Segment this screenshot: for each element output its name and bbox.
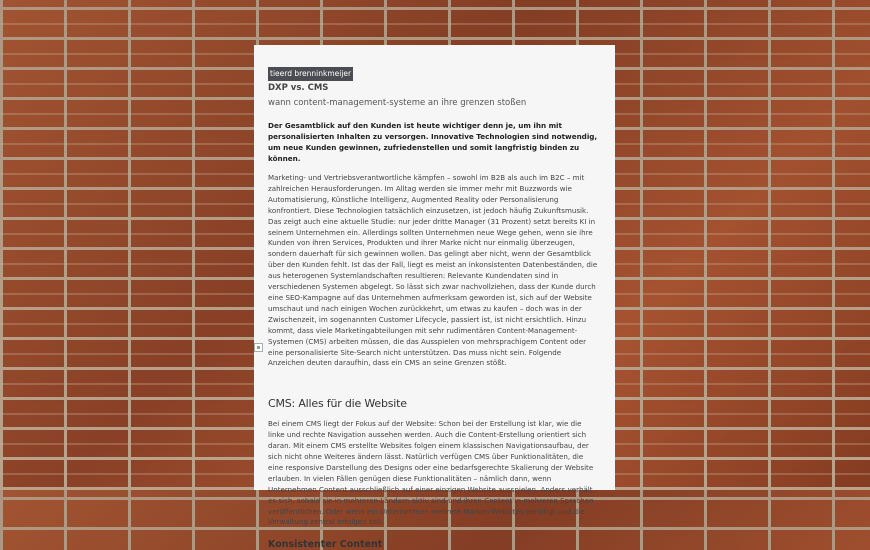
section-heading-consistent-content: Konsistenter Content bbox=[268, 539, 383, 550]
article-subtitle: wann content-management-systeme an ihre grenzen stoßen bbox=[268, 98, 527, 108]
article-intro-paragraph: Marketing- und Vertriebsverantwortliche kämpfen – sowohl im B2B als auch im B2C – mit zahlreichen Herausforderungen. Im Alltag werden sie immer mehr mit Buzzwords wie Automatisierung, Künstliche Intelligenz, Augmented Reality oder Personalisierung konfrontiert. Diese Technologien tatsächlich einzusetzen, ist jedoch häufig Zukunftsmusik. Das zeigt auch eine aktuelle Studie: nur jeder dritte Manager (31 Prozent) setzt bereits KI in seinem Unternehmen ein. Allerdings sollten Unternehmen neue Wege gehen, wenn sie ihre Kunden von ihren Services, Produkten und ihrer Marke nicht nur einmalig überzeugen, sondern dauerhaft für sich gewinnen wollen. Das gelingt aber nicht, wenn der Gesamtblick über den Kunden fehlt. Ist das der Fall, liegt es meist an inkonsistenten Datenbeständen, die aus heterogenen Systemlandschaften resultieren: Relevante Kundendaten sind in verschiedenen Systemen abgelegt. So lässt sich zwar nachvollziehen, dass der Kunde durch eine SEO-Kampagne auf das Unternehmen aufmerksam geworden ist, sich auf der Website umschaut und nach einigen Wochen zurückkehrt, um etwas zu kaufen – doch was in der Zwischenzeit, im sogenannten Customer Lifecycle, passiert ist, ist nicht ersichtlich. Hinzu kommt, dass viele Marketingabteilungen mit sehr rudimentären Content-Management-Systemen (CMS) arbeiten müssen, die das Ausspielen von mehrsprachigem Content oder eine personalisierte Site-Search nicht unterstützen. Das muss nicht sein. Folgende Anzeichen deuten daraufhin, dass ein CMS an seine Grenzen stößt. bbox=[268, 173, 598, 368]
broken-image-icon bbox=[254, 343, 263, 352]
article-panel bbox=[254, 45, 615, 550]
author-tag[interactable]: tieerd brenninkmeijer bbox=[268, 67, 353, 81]
section-cms-paragraph: Bei einem CMS liegt der Fokus auf der Website: Schon bei der Erstellung ist klar, wie die linke und rechte Navigation aussehen werden. Auch die Content-Erstellung orientiert sich daran. Mit einem CMS erstellte Websites folgen einem klassischen Navigationsaufbau, der sich nicht ohne Weiteres ändern lässt. Natürlich verfügen CMS über Funktionalitäten, die eine responsive Darstellung des Designs oder eine bedarfsgerechte Skalierung der Website erlauben. In vielen Fällen genügen diese Funktionalitäten – nämlich dann, wenn Unternehmen Content ausschließlich auf einer einzigen Website ausspielen. Anders verhält es sich, sobald sie in mehreren Ländern aktiv sind und ihren Content in mehreren Sprachen veröffentlichen. Oder wenn ein Unternehmen mehrere Marken-Websites benötigt und die Verwaltung zentral erfolgen soll. bbox=[268, 419, 594, 527]
article-lead: Der Gesamtblick auf den Kunden ist heute wichtiger denn je, um ihn mit personalisierten Inhalten zu versorgen. Innovative Technologien sind notwendig, um neue Kunden gewinnen, zufriedenstellen und somit langfristig binden zu können. bbox=[268, 121, 598, 163]
section-heading-cms: CMS: Alles für die Website bbox=[268, 397, 407, 411]
article-kicker: DXP vs. CMS bbox=[268, 83, 329, 93]
